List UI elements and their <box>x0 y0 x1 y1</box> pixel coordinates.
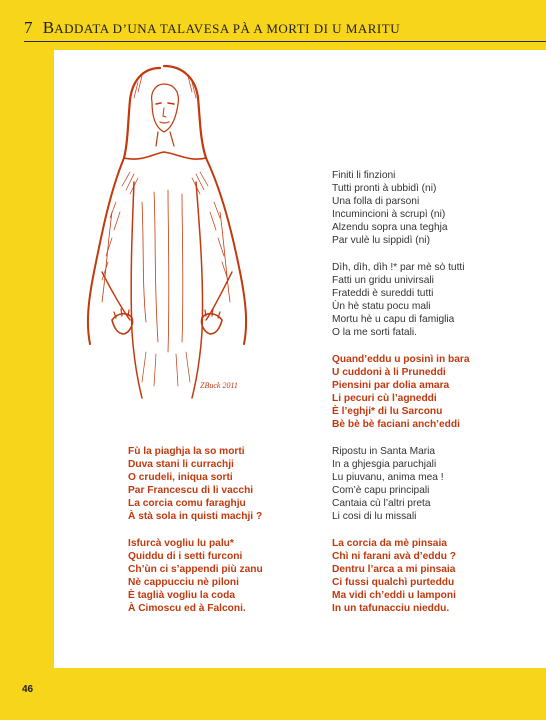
chapter-title-initial: B <box>42 18 55 37</box>
verse-line: Li cosi di lu missali <box>332 510 417 522</box>
verse-line: Ùn hè statu pocu mali <box>332 300 431 312</box>
verse-line: Duva stani li currachji <box>128 458 234 470</box>
verse-line: Li pecuri cù l’agneddi <box>332 392 437 404</box>
verse-line: Quand’eddu u posinì in bara <box>332 354 470 365</box>
chapter-header <box>24 18 534 38</box>
verse-line: Par Francescu di li vacchi <box>128 484 254 496</box>
verse-line: È l’eghji* di lu Sarconu <box>332 405 443 417</box>
verse-line: Par vulè lu sippidì (ni) <box>332 234 430 246</box>
verse-line: Fatti un gridu univirsali <box>332 274 434 286</box>
verse-line: Piensini par dolia amara <box>332 379 450 391</box>
verse-line: À Cimoscu ed à Falconi. <box>128 602 246 614</box>
verse-line: Com’è capu principali <box>332 484 430 496</box>
left-stanza-2 <box>128 538 263 615</box>
verse-line: La corcia comu faraghju <box>128 497 246 509</box>
verse-line: Incumincioni à scrupì (ni) <box>332 208 446 220</box>
verse-line: È taglià vogliu la coda <box>128 589 235 601</box>
verse-line: Nè cappucciu nè piloni <box>128 576 239 588</box>
right-stanza-2 <box>332 262 465 339</box>
verse-line: Ch’ùn ci s’appendi più zanu <box>128 563 263 575</box>
verse-line: In un tafunacciu nieddu. <box>332 602 450 614</box>
verse-line: Chì ni farani avà d’eddu ? <box>332 550 456 562</box>
verse-line: Cantaia cù l’altri preta <box>332 497 431 509</box>
verse-line: O la me sorti fatali. <box>332 326 417 338</box>
page-number: 46 <box>22 684 34 695</box>
verse-line: Alzendu sopra una teghja <box>332 221 448 233</box>
right-stanza-4 <box>332 446 444 523</box>
chapter-number: 7 <box>24 18 33 37</box>
verse-line: Ripostu in Santa Maria <box>332 446 436 457</box>
verse-line: Lu piuvanu, anima mea ! <box>332 471 444 483</box>
verse-line: Tutti pronti à ubbidì (ni) <box>332 182 437 194</box>
verse-line: Finiti li finzioni <box>332 170 396 181</box>
verse-line: Una folla di parsoni <box>332 195 420 207</box>
verse-line: Isfurcà vogliu lu palu* <box>128 538 234 549</box>
verse-line: Ma vidi ch’eddi u lamponi <box>332 589 456 601</box>
verse-line: Ci fussi qualchì purteddu <box>332 576 455 588</box>
grieving-woman-illustration <box>72 62 268 406</box>
chapter-title: ADDATA D’UNA TALAVESA PÀ A MORTI DI U MARITU <box>54 21 401 36</box>
right-stanza-1 <box>332 170 448 247</box>
right-stanza-5 <box>332 538 456 615</box>
verse-line: À stà sola in quisti machji ? <box>128 510 263 522</box>
verse-line: Mortu hè u capu di famiglia <box>332 313 455 325</box>
verse-line: Bè bè bè faciani anch’eddi <box>332 418 460 430</box>
verse-line: U cuddoni à li Pruneddi <box>332 366 446 378</box>
illustration-signature: ZBuck 2011 <box>200 381 238 390</box>
verse-line: Fù la piaghja la so morti <box>128 446 245 457</box>
verse-line: Dentru l’arca a mi pinsaia <box>332 563 456 575</box>
verse-line: Quiddu di i setti furconi <box>128 550 243 562</box>
verse-line: In a ghjesgia paruchjali <box>332 458 437 470</box>
verse-line: Frateddi è sureddi tutti <box>332 287 434 299</box>
header-rule <box>24 41 546 42</box>
verse-line: O crudeli, iniqua sorti <box>128 471 233 483</box>
verse-line: La corcia da mè pinsaia <box>332 538 447 549</box>
verse-line: Dìh, dìh, dìh !* par mè sò tutti <box>332 262 465 273</box>
left-stanza-1 <box>128 446 262 523</box>
right-stanza-3 <box>332 354 470 431</box>
